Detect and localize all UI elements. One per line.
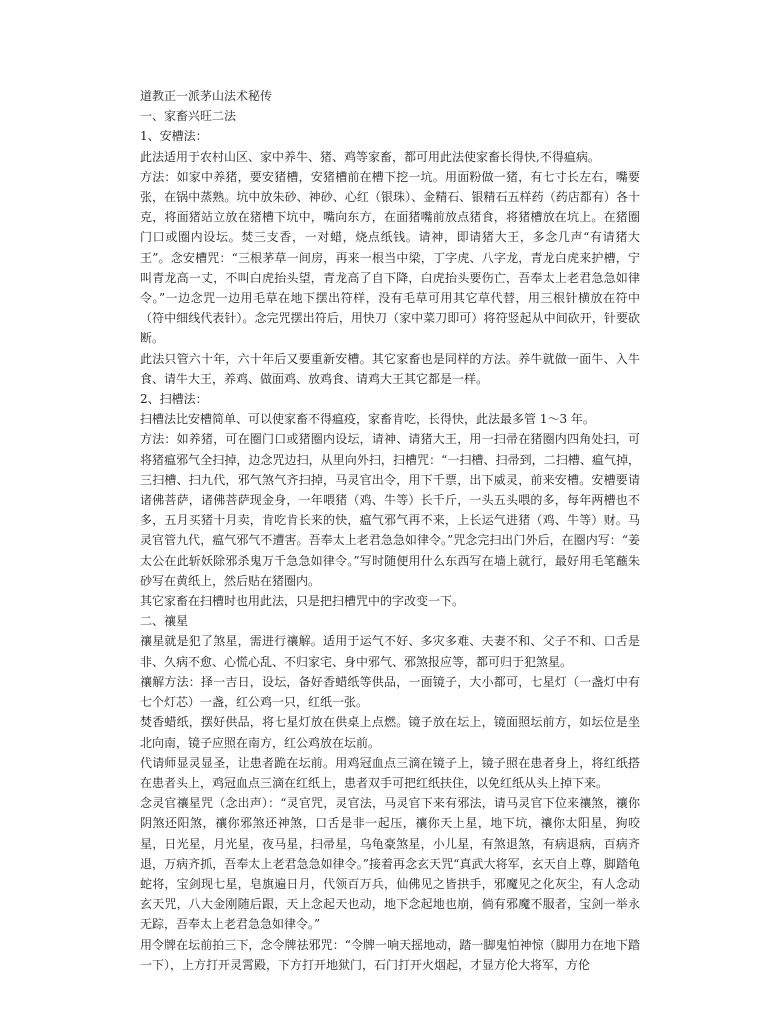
section-heading-2: 二、禳星 — [140, 614, 189, 629]
paragraph: 念灵官禳星咒（念出声）：“灵官咒，灵官法，马灵官下来有邪法，请马灵官下位来禳煞，禳你阴煞还阳煞，禳你邪煞还神煞，口舌是非一起压，禳你天上星，地下坑，禳你太阳星，狗咬星，日光星，月光星，夜马星，扫帚星，乌龟豪煞星，小儿星，有煞退煞，有病退病，百病齐退，万病齐抓，吾奉太上老君急急如律令。”接着再念玄天咒“真武大将军，玄天自上尊，脚踏龟蛇将，宝剑现七星，皂旗遍日月，代领百万兵，仙佛见之皆拱手，邪魔见之化灰尘，有人念动玄天咒，八大金刚随后跟，天上念起天也动，地下念起地也崩，倘有邪魔不服者，宝剑一举永无踪，吾奉太上老君急急如律令。” — [140, 796, 640, 932]
paragraph: 此法只管六十年，六十年后又要重新安槽。其它家畜也是同样的方法。养牛就做一面牛、入牛食、请牛大王，养鸡、做面鸡、放鸡食、请鸡大王其它都是一样。 — [140, 351, 640, 386]
paragraph: 禳解方法：择一吉日，设坛，备好香蜡纸等供品，一面镜子，大小都可，七星灯（一盏灯中有七个灯芯）一盏，红公鸡一只，红纸一张。 — [140, 674, 640, 710]
subheading-anchao: 1、安槽法： — [140, 129, 208, 144]
document-body — [140, 86, 640, 975]
paragraph: 扫槽法比安槽简单、可以使家畜不得瘟疫，家畜肯吃，长得快，此法最多管 1～3 年。 — [140, 412, 595, 427]
paragraph: 焚香蜡纸，摆好供品，将七星灯放在供桌上点燃。镜子放在坛上，镜面照坛前方，如坛位是坐北向南，镜子应照在南方，红公鸡放在坛前。 — [140, 715, 640, 750]
paragraph: 禳星就是犯了煞星，需进行禳解。适用于运气不好、多灾多难、夫妻不和、父子不和、口舌是非、久病不愈、心慌心乱、不归家宅、身中邪气、邪煞报应等，都可归于犯煞星。 — [140, 634, 640, 669]
paragraph: 代请师显灵显圣，让患者跪在坛前。用鸡冠血点三滴在镜子上，镜子照在患者身上，将红纸搭在患者头上，鸡冠血点三滴在红纸上，患者双手可把红纸扶住，以免红纸从头上掉下来。 — [140, 755, 640, 790]
paragraph: 用令牌在坛前拍三下，念令牌祛邪咒：“令牌一响天摇地动，踏一脚鬼怕神惊（脚用力在地下踏一下），上方打开灵霄殿，下方打开地狱门，石门打开火烟起，才显方伦大将军，方伦 — [140, 937, 640, 972]
subheading-saocao: 2、扫槽法： — [140, 392, 208, 407]
paragraph: 此法适用于农村山区、家中养牛、猪、鸡等家畜，都可用此法使家畜长得快,不得瘟病。 — [140, 149, 600, 164]
paragraph: 方法：如家中养猪，要安猪槽，安猪槽前在槽下挖一坑。用面粉做一猪，有七寸长左右，嘴要张，在锅中蒸熟。坑中放朱砂、神砂、心红（银珠）、金精石、银精石五样药（药店都有）各十克，将面猪站立放在猪槽下坑中，嘴向东方，在面猪嘴前放点猪食，将猪槽放在坑上。在猪圈门口或圈内设坛。焚三支香，一对蜡，烧点纸钱。请神，即请猪大王，多念几声“有请猪大王”。念安槽咒：“三根茅草一间房，再来一根当中梁，丁字虎、八字龙，青龙白虎来护槽，宁叫青龙高一丈，不叫白虎抬头望，青龙高了自下降，白虎抬头要伤亡，吾奉太上老君急急如律令。”一边念咒一边用毛草在地下摆出符样，没有毛草可用其它草代替，用三根针横放在符中（符中细线代表针）。念完咒摆出符后，用快刀（家中菜刀即可）将符竖起从中间砍开，针要砍断。 — [140, 169, 640, 346]
document-title: 道教正一派茅山法术秘传 — [140, 89, 273, 103]
section-heading-1: 一、家畜兴旺二法 — [140, 109, 237, 124]
paragraph: 其它家畜在扫槽时也用此法，只是把扫槽咒中的字改变一下。 — [140, 594, 465, 609]
paragraph: 方法：如养猪，可在圈门口或猪圈内设坛，请神、请猪大王，用一扫帚在猪圈内四角处扫，可将猪瘟邪气全扫掉，边念咒边扫，从里向外扫，扫槽咒：“一扫槽、扫帚到，二扫槽、瘟气掉，三扫槽、扫九代，邪气煞气齐扫掉，马灵官出令，用下千票，出下威灵，前来安槽。安槽要请诸佛菩萨，诸佛菩萨现金身，一年喂猪（鸡、牛等）长千斤，一头五头喂的多，每年两槽也不多，五月买猪十月卖，肯吃肯长来的快，瘟气邪气再不来，上长运气进猪（鸡、牛等）财。马灵官管九代，瘟气邪气不遭害。吾奉太上老君急急如律令。”咒念完扫出门外后，在圈内写：“姜太公在此斩妖除邪杀鬼万千急急如律令。”写时随便用什么东西写在墙上就行，最好用毛笔蘸朱砂写在黄纸上，然后贴在猪圈内。 — [140, 432, 640, 588]
